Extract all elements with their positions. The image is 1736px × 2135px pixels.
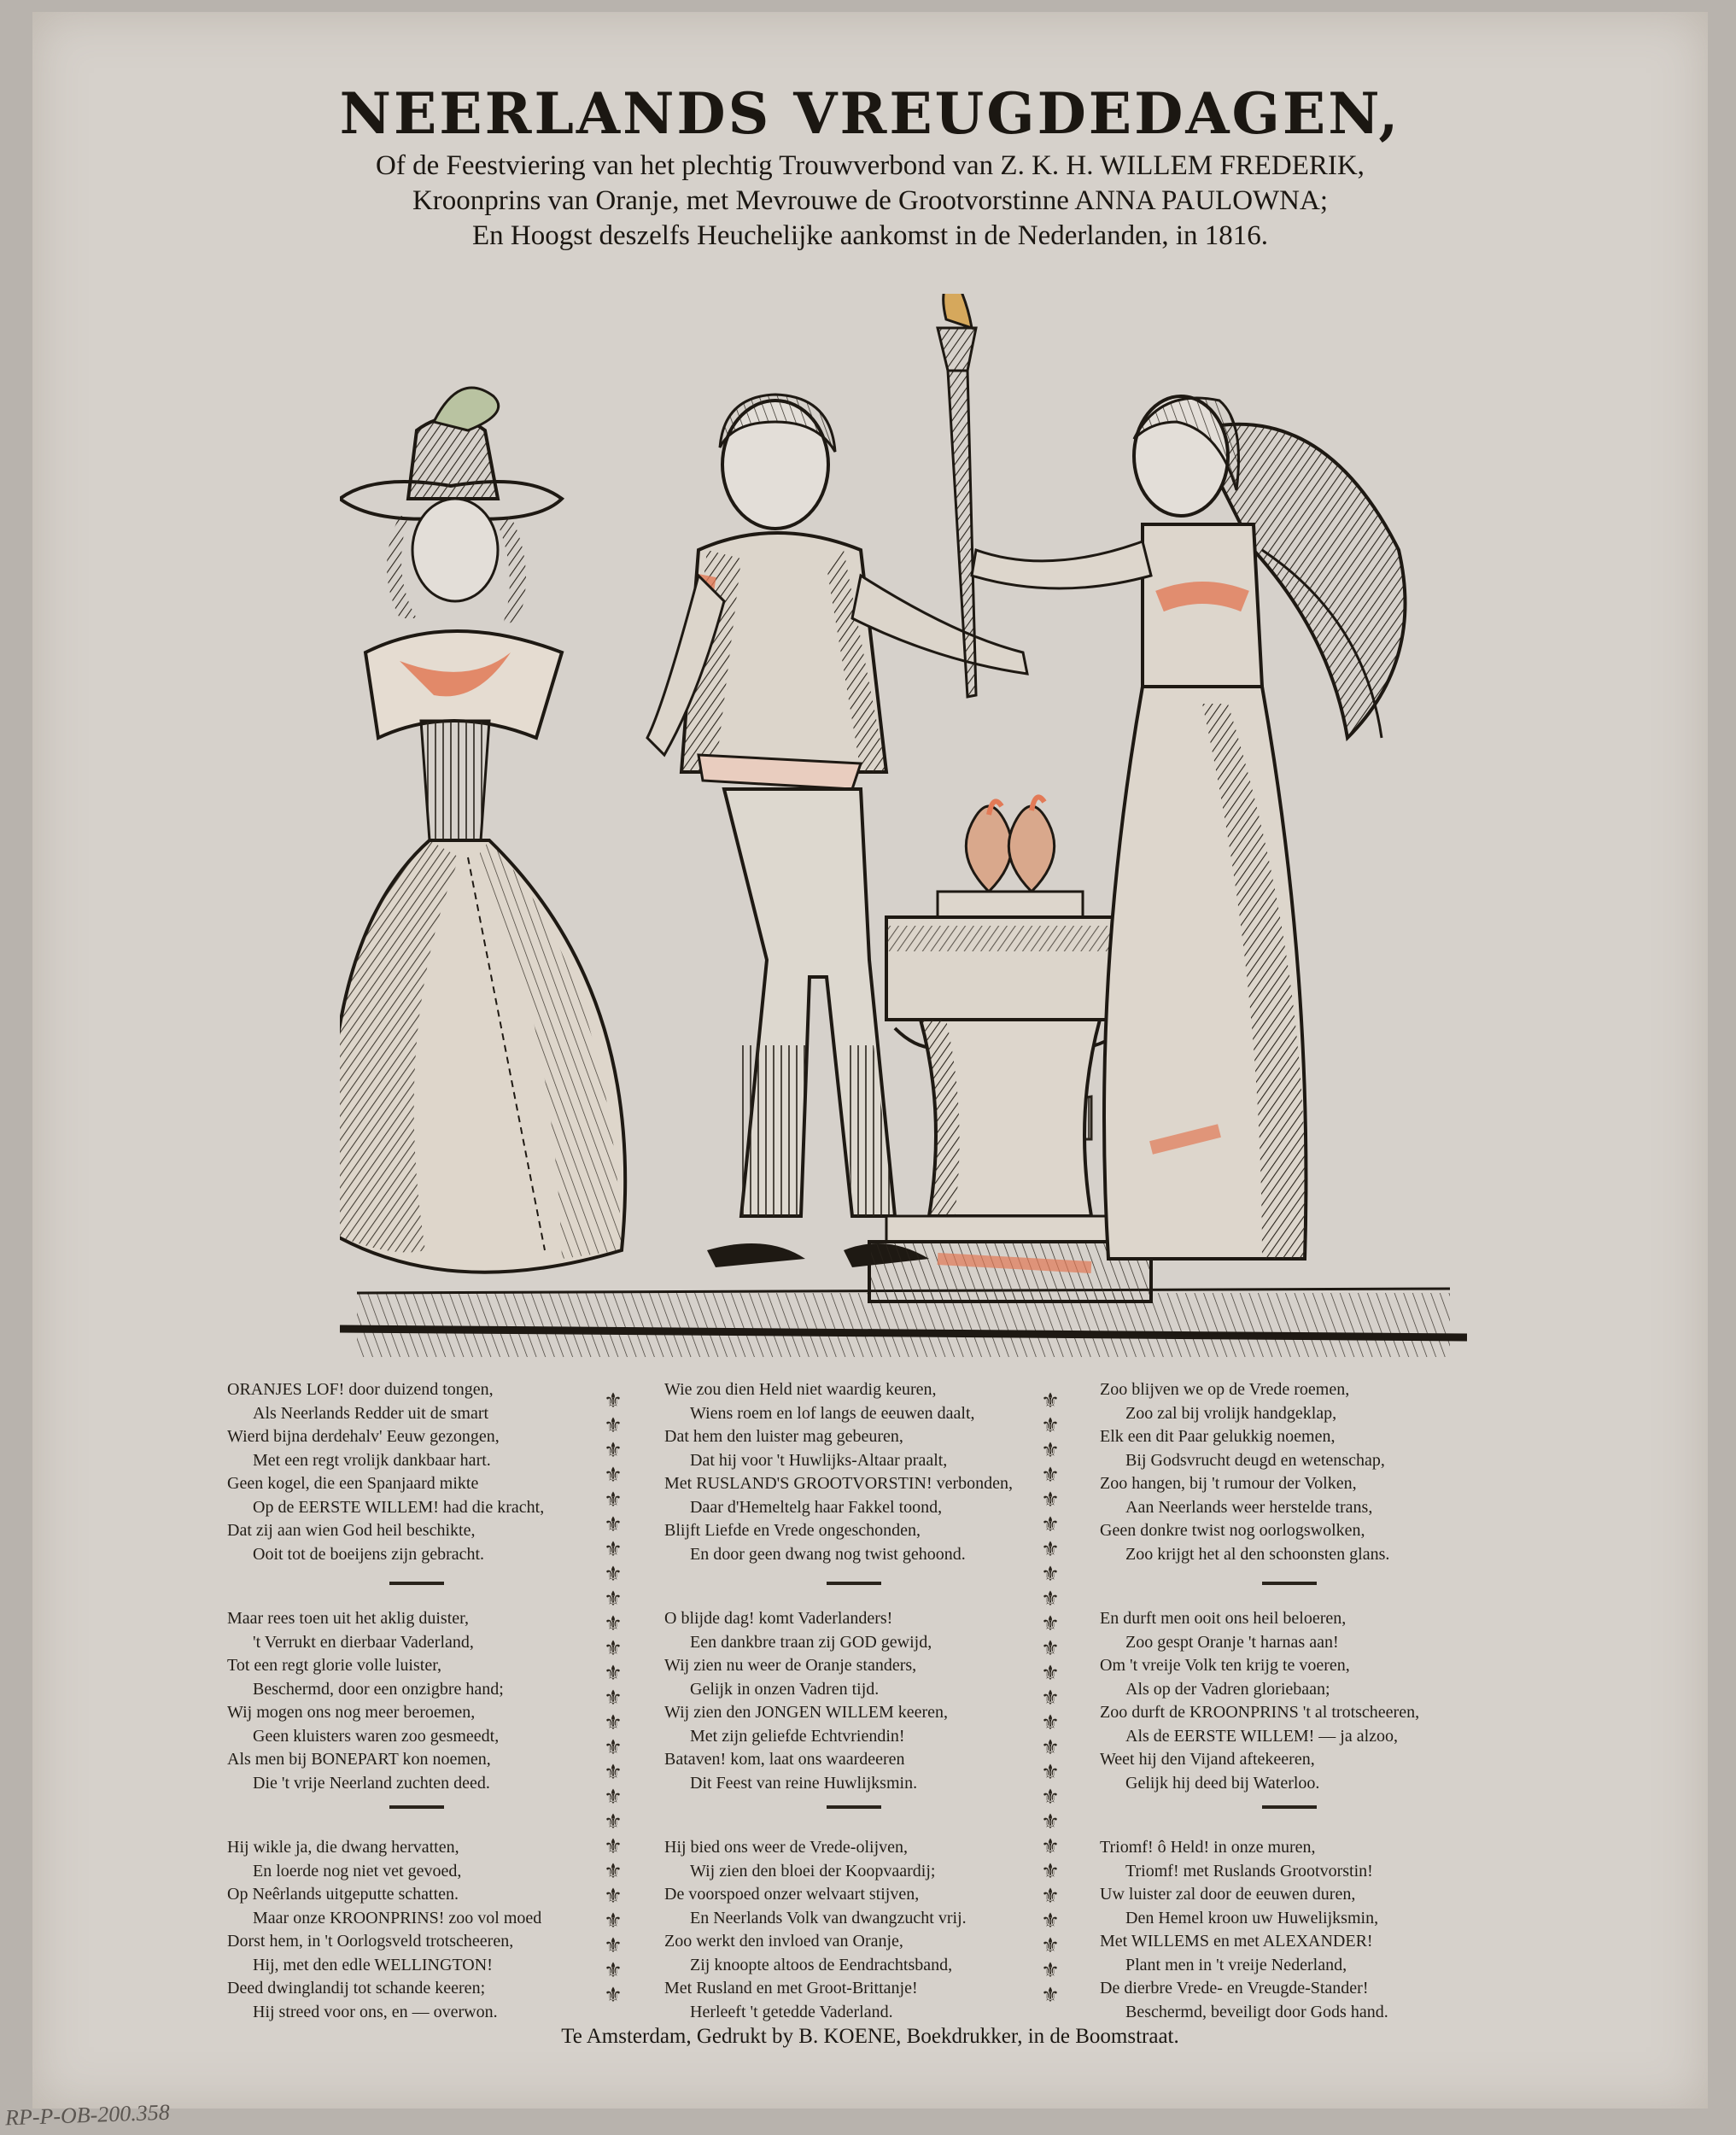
verse-line: Geen donkre twist nog oorlogswolken, [1100, 1521, 1365, 1540]
stanza [1100, 1378, 1458, 1566]
verse-line: Hij streed voor ons, en — overwon. [253, 2002, 498, 2021]
fleur-de-lis-icon: ⚜ [1041, 1611, 1060, 1635]
fleur-de-lis-icon: ⚜ [604, 1611, 623, 1635]
verse-line: Die 't vrije Neerland zuchten deed. [253, 1773, 490, 1793]
verse-line: Blijft Liefde en Vrede ongeschonden, [664, 1521, 921, 1540]
verse-line: Dat hij voor 't Huwlijks-Altaar praalt, [690, 1450, 948, 1470]
verse-line: Wij mogen ons nog meer beroemen, [227, 1703, 476, 1722]
verse-line: Zoo werkt den invloed van Oranje, [664, 1932, 903, 1951]
fleur-de-lis-icon: ⚜ [604, 1760, 623, 1784]
fleur-de-lis-icon: ⚜ [604, 1587, 623, 1611]
stanza [664, 1607, 1023, 1795]
fleur-de-lis-icon: ⚜ [604, 1785, 623, 1809]
fleur-de-lis-icon: ⚜ [1041, 1488, 1060, 1512]
fleur-de-lis-icon: ⚜ [1041, 1859, 1060, 1883]
verse-line: 't Verrukt en dierbaar Vaderland, [253, 1632, 474, 1652]
fleur-de-lis-icon: ⚜ [1041, 1438, 1060, 1462]
wedding-engraving [340, 294, 1467, 1378]
verse-line: Een dankbre traan zij GOD gewijd, [690, 1632, 932, 1652]
stanza-divider [827, 1582, 881, 1585]
fleur-de-lis-icon: ⚜ [604, 1711, 623, 1734]
verse-line: Daar d'Hemeltelg haar Fakkel toond, [690, 1497, 943, 1517]
fleur-de-lis-icon: ⚜ [604, 1438, 623, 1462]
fleur-de-lis-icon: ⚜ [1041, 1834, 1060, 1858]
stanza [227, 1378, 569, 1566]
fleur-de-lis-icon: ⚜ [604, 1562, 623, 1586]
verse-line: Gelijk hij deed bij Waterloo. [1125, 1773, 1320, 1793]
fleur-de-lis-icon: ⚜ [1041, 1562, 1060, 1586]
verse-line: Den Hemel kroon uw Huwelijksmin, [1125, 1908, 1379, 1927]
fleur-de-lis-icon: ⚜ [1041, 1537, 1060, 1561]
fleur-de-lis-icon: ⚜ [1041, 1463, 1060, 1487]
catalog-number: RP-P-OB-200.358 [4, 2099, 171, 2131]
verse-line: Op Neêrlands uitgeputte schatten. [227, 1885, 459, 1904]
verse-line: Zoo gespt Oranje 't harnas aan! [1125, 1632, 1339, 1652]
verse-line: Dat hem den luister mag gebeuren, [664, 1427, 903, 1446]
verse-line: Wierd bijna derdehalv' Eeuw gezongen, [227, 1427, 500, 1446]
verse-line: O blijde dag! komt Vaderlanders! [664, 1609, 893, 1628]
verse-line: Wiens roem en lof langs de eeuwen daalt, [690, 1403, 975, 1423]
fleur-de-lis-icon: ⚜ [604, 1884, 623, 1908]
verse-line: Om 't vreije Volk ten krijg te voeren, [1100, 1656, 1350, 1675]
fleur-de-lis-icon: ⚜ [604, 1413, 623, 1437]
verse-line: Op de EERSTE WILLEM! had die kracht, [253, 1497, 545, 1517]
verse-line: Met Rusland en met Groot-Brittanje! [664, 1979, 918, 1998]
fleur-de-lis-icon: ⚜ [1041, 1711, 1060, 1734]
verse-line: Herleeft 't getedde Vaderland. [690, 2002, 893, 2021]
fleur-de-lis-icon: ⚜ [604, 1909, 623, 1933]
fleur-de-lis-icon: ⚜ [604, 1735, 623, 1759]
stanza-divider [827, 1805, 881, 1809]
verse-line: Uw luister zal door de eeuwen duren, [1100, 1885, 1356, 1904]
verse-line: Met een regt vrolijk dankbaar hart. [253, 1450, 491, 1470]
verse-line: Zoo blijven we op de Vrede roemen, [1100, 1380, 1350, 1399]
fleur-de-lis-icon: ⚜ [604, 1488, 623, 1512]
fleur-de-lis-column-left [596, 1389, 630, 2008]
fleur-de-lis-icon: ⚜ [1041, 1983, 1060, 2007]
verse-line: Wij zien den bloei der Koopvaardij; [690, 1861, 936, 1881]
verse-line: Als Neerlands Redder uit de smart [253, 1403, 489, 1423]
stanza [1100, 1607, 1458, 1795]
verse-line: Met zijn geliefde Echtvriendin! [690, 1726, 905, 1746]
verse-line: En Neerlands Volk van dwangzucht vrij. [690, 1908, 967, 1927]
verse-line: ORANJES LOF! door duizend tongen, [227, 1380, 494, 1399]
verse-line: En loerde nog niet vet gevoed, [253, 1861, 462, 1881]
verse-line: Met WILLEMS en met ALEXANDER! [1100, 1932, 1373, 1951]
verse-line: Dat zij aan wien God heil beschikte, [227, 1521, 476, 1540]
verse-line: Hij, met den edle WELLINGTON! [253, 1955, 493, 1974]
fleur-de-lis-icon: ⚜ [604, 1661, 623, 1685]
verse-line: Dorst hem, in 't Oorlogsveld trotscheeren, [227, 1932, 514, 1951]
verse-line: En door geen dwang nog twist gehoond. [690, 1544, 966, 1564]
poem-column-3 [1100, 1378, 1458, 2065]
fleur-de-lis-icon: ⚜ [1041, 1735, 1060, 1759]
fleur-de-lis-icon: ⚜ [1041, 1636, 1060, 1660]
printer-imprint: Te Amsterdam, Gedrukt by B. KOENE, Boekdrukker, in de Boomstraat. [561, 2025, 1179, 2048]
verse-line: Zoo hangen, bij 't rumour der Volken, [1100, 1474, 1357, 1493]
stanza-divider [389, 1805, 444, 1809]
fleur-de-lis-icon: ⚜ [1041, 1389, 1060, 1413]
verse-line: Wij zien den JONGEN WILLEM keeren, [664, 1703, 949, 1722]
fleur-de-lis-icon: ⚜ [1041, 1686, 1060, 1710]
verse-line: Hij bied ons weer de Vrede-olijven, [664, 1838, 909, 1857]
stanza [227, 1607, 569, 1795]
stanza-divider [1262, 1582, 1317, 1585]
stanza [227, 1836, 569, 2024]
verse-line: Geen kluisters waren zoo gesmeedt, [253, 1726, 500, 1746]
fleur-de-lis-icon: ⚜ [1041, 1413, 1060, 1437]
fleur-de-lis-icon: ⚜ [1041, 1785, 1060, 1809]
verse-line: Deed dwinglandij tot schande keeren; [227, 1979, 486, 1998]
verse-line: Plant men in 't vreije Nederland, [1125, 1955, 1347, 1974]
verse-line: Bataven! kom, laat ons waardeeren [664, 1750, 905, 1769]
fleur-de-lis-column-right [1033, 1389, 1067, 2008]
poem-column-2 [664, 1378, 1023, 2065]
fleur-de-lis-icon: ⚜ [604, 1636, 623, 1660]
fleur-de-lis-icon: ⚜ [604, 1463, 623, 1487]
verse-line: Bij Godsvrucht deugd en wetenschap, [1125, 1450, 1385, 1470]
verse-line: Als op der Vadren gloriebaan; [1125, 1679, 1330, 1699]
verse-line: De voorspoed onzer welvaart stijven, [664, 1885, 920, 1904]
fleur-de-lis-icon: ⚜ [604, 1834, 623, 1858]
fleur-de-lis-icon: ⚜ [604, 1537, 623, 1561]
stanza-divider [389, 1582, 444, 1585]
fleur-de-lis-icon: ⚜ [1041, 1661, 1060, 1685]
verse-line: Ooit tot de boeijens zijn gebracht. [253, 1544, 485, 1564]
fleur-de-lis-icon: ⚜ [604, 1810, 623, 1834]
verse-line: Maar rees toen uit het aklig duister, [227, 1609, 469, 1628]
subtitle-line-1: Of de Feestviering van het plechtig Trouwverbond van Z. K. H. WILLEM FREDERIK, [376, 150, 1365, 181]
stanza [664, 1836, 1023, 2024]
bride-figure [340, 388, 625, 1272]
fleur-de-lis-icon: ⚜ [604, 1686, 623, 1710]
fleur-de-lis-icon: ⚜ [1041, 1933, 1060, 1957]
verse-line: De dierbre Vrede- en Vreugde-Stander! [1100, 1979, 1369, 1998]
verse-line: Als de EERSTE WILLEM! — ja alzoo, [1125, 1726, 1399, 1746]
verse-line: Tot een regt glorie volle luister, [227, 1656, 442, 1675]
fleur-de-lis-icon: ⚜ [604, 1933, 623, 1957]
fleur-de-lis-icon: ⚜ [604, 1512, 623, 1536]
fleur-de-lis-icon: ⚜ [604, 1859, 623, 1883]
verse-line: Met RUSLAND'S GROOTVORSTIN! verbonden, [664, 1474, 1014, 1493]
verse-line: Wie zou dien Held niet waardig keuren, [664, 1380, 937, 1399]
fleur-de-lis-icon: ⚜ [1041, 1810, 1060, 1834]
fleur-de-lis-icon: ⚜ [1041, 1958, 1060, 1982]
fleur-de-lis-icon: ⚜ [604, 1389, 623, 1413]
stanza [664, 1378, 1023, 1566]
subtitle-line-3: En Hoogst deszelfs Heuchelijke aankomst in de Nederlanden, in 1816. [472, 220, 1268, 251]
fleur-de-lis-icon: ⚜ [1041, 1512, 1060, 1536]
fleur-de-lis-icon: ⚜ [604, 1983, 623, 2007]
fleur-de-lis-icon: ⚜ [604, 1958, 623, 1982]
broadside-sheet [32, 12, 1708, 2109]
verse-line: Zoo zal bij vrolijk handgeklap, [1125, 1403, 1337, 1423]
verse-line: Hij wikle ja, die dwang hervatten, [227, 1838, 459, 1857]
verse-line: Gelijk in onzen Vadren tijd. [690, 1679, 880, 1699]
fleur-de-lis-icon: ⚜ [1041, 1587, 1060, 1611]
verse-line: Geen kogel, die een Spanjaard mikte [227, 1474, 479, 1493]
header [32, 80, 1708, 252]
verse-line: Beschermd, beveiligt door Gods hand. [1125, 2002, 1388, 2021]
verse-line: Zij knoopte altoos de Eendrachtsband, [690, 1955, 953, 1974]
main-title: NEERLANDS VREUGDEDAGEN, [339, 80, 1401, 147]
verse-line: En durft men ooit ons heil beloeren, [1100, 1609, 1347, 1628]
verse-line: Als men bij BONEPART kon noemen, [227, 1750, 491, 1769]
stanza [1100, 1836, 1458, 2024]
verse-line: Maar onze KROONPRINS! zoo vol moed [253, 1908, 542, 1927]
fleur-de-lis-icon: ⚜ [1041, 1909, 1060, 1933]
verse-line: Wij zien nu weer de Oranje standers, [664, 1656, 917, 1675]
verse-line: Triomf! ô Held! in onze muren, [1100, 1838, 1316, 1857]
verse-line: Elk een dit Paar gelukkig noemen, [1100, 1427, 1336, 1446]
stanza-divider [1262, 1805, 1317, 1809]
fleur-de-lis-icon: ⚜ [1041, 1760, 1060, 1784]
subtitle-line-2: Kroonprins van Oranje, met Mevrouwe de Grootvorstinne ANNA PAULOWNA; [412, 185, 1329, 216]
verse-line: Beschermd, door een onzigbre hand; [253, 1679, 504, 1699]
verse-line: Triomf! met Ruslands Grootvorstin! [1125, 1861, 1373, 1881]
verse-line: Weet hij den Vijand aftekeeren, [1100, 1750, 1315, 1769]
poem-column-1 [227, 1378, 569, 2065]
verse-line: Zoo krijgt het al den schoonsten glans. [1125, 1544, 1390, 1564]
fleur-de-lis-icon: ⚜ [1041, 1884, 1060, 1908]
verse-line: Dit Feest van reine Huwlijksmin. [690, 1773, 918, 1793]
verse-line: Zoo durft de KROONPRINS 't al trotscheeren, [1100, 1703, 1420, 1722]
verse-line: Aan Neerlands weer herstelde trans, [1125, 1497, 1373, 1517]
